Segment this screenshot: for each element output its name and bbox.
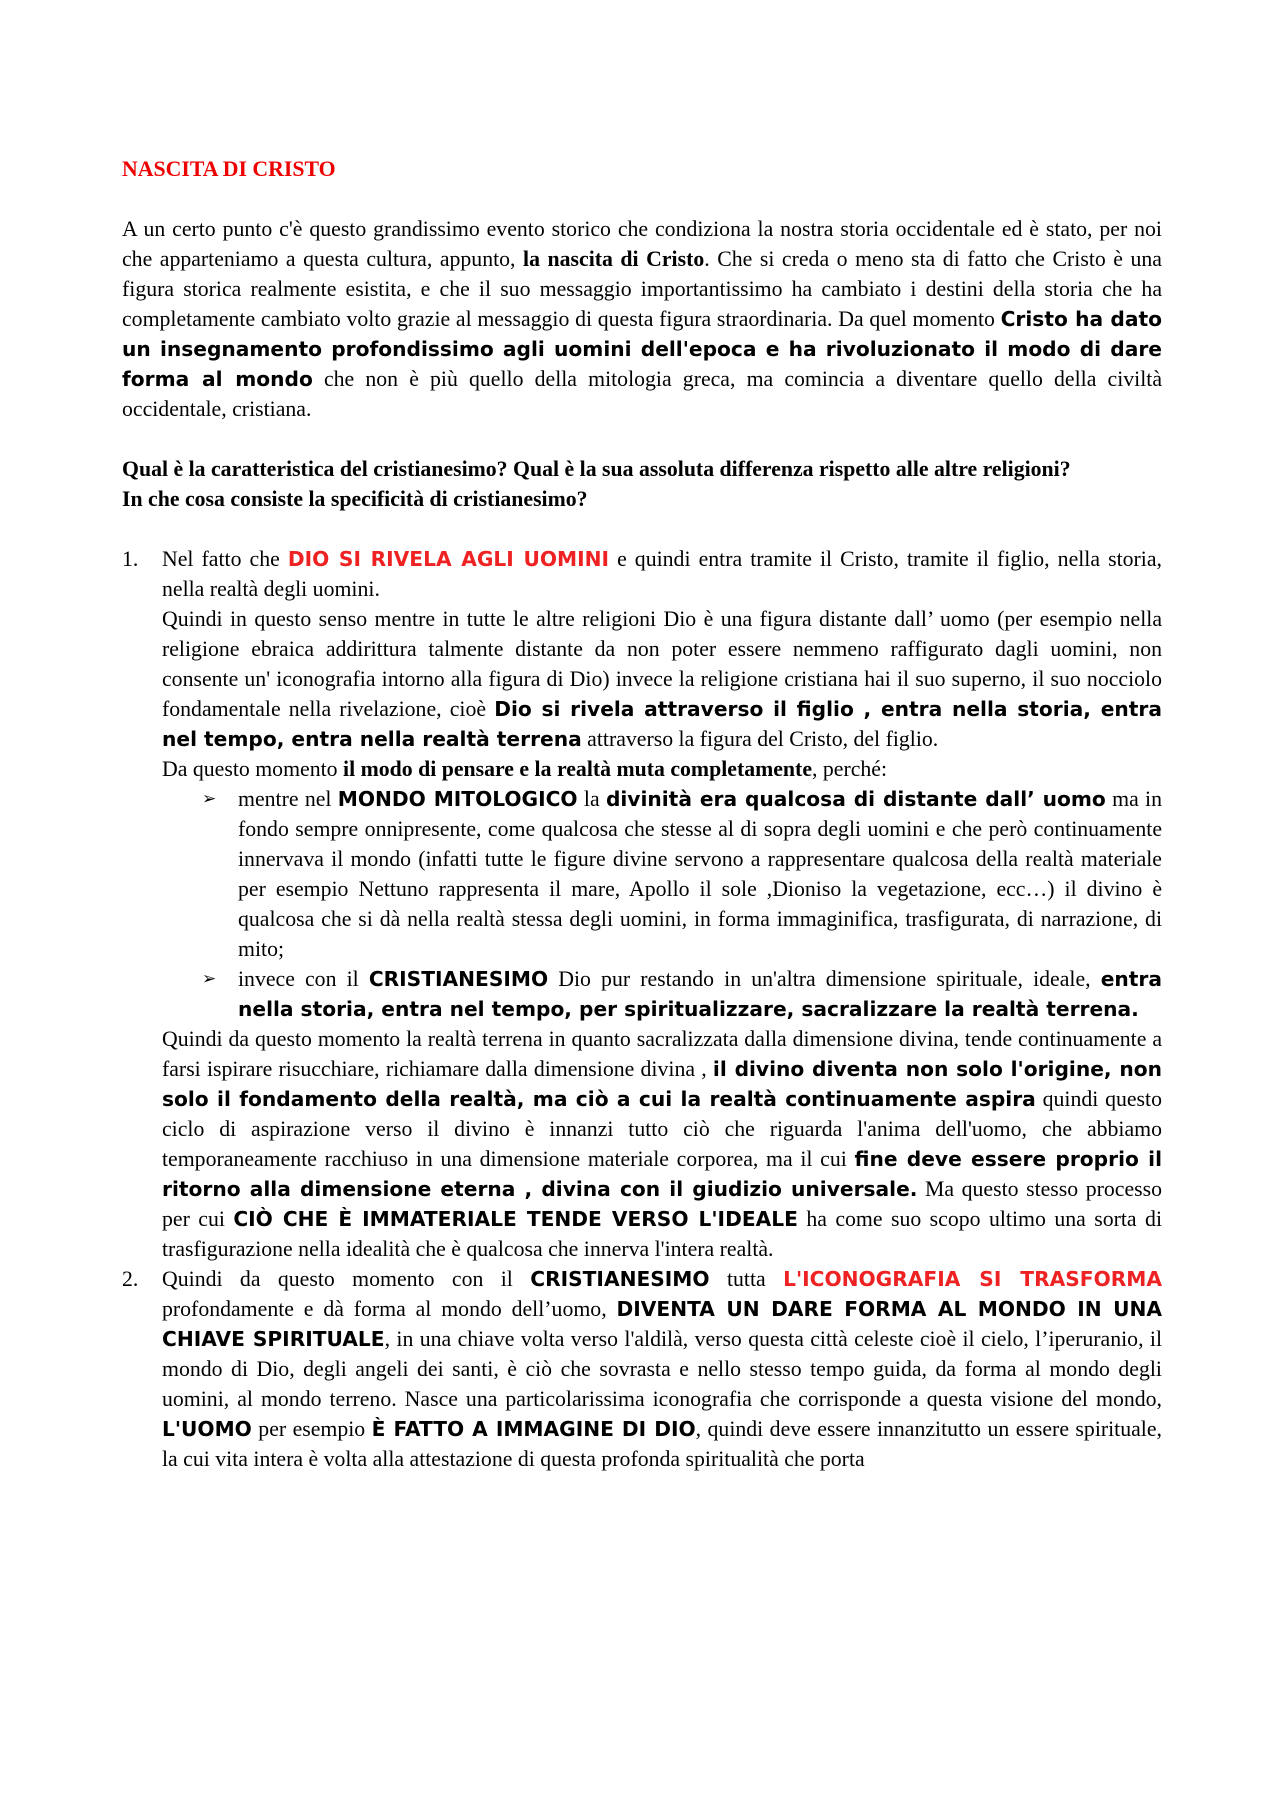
item1-p4-text-4: ha come suo scopo ultimo una sorta di trasfigurazione nella idealità che è qualcosa che innerva l'intera realtà. <box>162 1207 1162 1261</box>
item1-text-2: e quindi entra tramite il Cristo, tramite il figlio, nella storia, nella realtà degli uomini. <box>162 547 1162 601</box>
item1-bold-1: Dio si rivela attraverso il figlio , entra nella storia, entra nel tempo, entra nella realtà terrena <box>162 697 1162 751</box>
page-title: NASCITA DI CRISTO <box>122 157 336 181</box>
item1-text-4: attraverso la figura del Cristo, del figlio. <box>581 727 939 751</box>
list-number-2: 2. <box>122 1267 139 1291</box>
question-block <box>122 454 1162 514</box>
item2-bold-3: È FATTO A IMMAGINE DI DIO <box>371 1417 696 1441</box>
bullet-2-text-2: Dio pur restando in un'altra dimensione spirituale, ideale, <box>548 967 1101 991</box>
intro-bold-1: la nascita di Cristo <box>523 247 705 271</box>
item1-paragraph-2 <box>162 604 1162 754</box>
item1-highlight-red: DIO SI RIVELA AGLI UOMINI <box>287 547 609 571</box>
item2-text-1: Quindi da questo momento con il <box>162 1267 531 1291</box>
item2-text-4: , in una chiave volta verso l'aldilà, verso questa città celeste cioè il cielo, l’iperuranio, il mondo di Dio, degli angeli dei santi, è ciò che sovrasta e nello stesso tempo guida, da forma al mondo degli uomini, al mondo terreno. Nasce una particolarissima iconografia che corrisponde a questa visione del mondo, <box>162 1327 1163 1411</box>
item1-p4-bold-1: il divino diventa non solo l'origine, non solo il fondamento della realtà, ma ciò a cui la realtà continuamente aspira <box>162 1057 1162 1111</box>
intro-bold-2: Cristo ha dato un insegnamento profondissimo agli uomini dell'epoca e ha rivoluzionato il modo di dare forma al mondo <box>122 307 1162 391</box>
item2-keyword: CRISTIANESIMO <box>530 1267 710 1291</box>
document-body <box>122 154 1162 1474</box>
arrow-bullet-icon: ➢ <box>202 789 217 809</box>
intro-text-3: che non è più quello della mitologia greca, ma comincia a diventare quello della civiltà occidentale, cristiana. <box>122 367 1162 421</box>
item2-text-5: per esempio <box>251 1417 372 1441</box>
intro-text-1: A un certo punto c'è questo grandissimo evento storico che condiziona la nostra storia occidentale ed è stato, per noi che apparteniamo a questa cultura, appunto, <box>122 217 1162 271</box>
item1-p4-bold-3: CIÒ CHE È IMMATERIALE TENDE VERSO L'IDEALE <box>233 1207 798 1231</box>
item2-text-2: tutta <box>709 1267 784 1291</box>
bullet-1-keyword: MONDO MITOLOGICO <box>337 787 578 811</box>
list-number-1: 1. <box>122 547 139 571</box>
item1-bold-2: il modo di pensare e la realtà muta completamente <box>343 757 812 781</box>
bullet-1-text-2: la <box>577 787 606 811</box>
item2-text-3: profondamente e dà forma al mondo dell’uomo, <box>162 1297 617 1321</box>
arrow-bullet-icon: ➢ <box>202 969 217 989</box>
numbered-list <box>122 544 1162 1474</box>
item1-paragraph-1 <box>162 544 1162 604</box>
question-2: In che cosa consiste la specificità di cristianesimo? <box>122 487 588 511</box>
intro-paragraph <box>122 214 1162 424</box>
arrow-bullet-list <box>162 784 1162 1024</box>
bullet-1-text <box>238 784 1162 964</box>
bullet-2-bold: entra nella storia, entra nel tempo, per spiritualizzare, sacralizzare la realtà terrena. <box>238 967 1162 1021</box>
item2-bold-2: L'UOMO <box>162 1417 252 1441</box>
bullet-2-text <box>238 964 1162 1024</box>
bullet-1-text-3: ma in fondo sempre onnipresente, come qualcosa che stesse al di sopra degli uomini e che però continuamente innervava il mondo (infatti tutte le figure divine servono a rappresentare qualcosa della realtà materiale per esempio Nettuno rappresenta il mare, Apollo il sole ,Dioniso la vegetazione, ecc…) il divino è qualcosa che si dà nella realtà stessa degli uomini, in forma immaginifica, trasfigurata, di narrazione, di mito; <box>238 787 1162 961</box>
item2-highlight-red: L'ICONOGRAFIA SI TRASFORMA <box>783 1267 1162 1291</box>
item2-paragraph <box>162 1264 1162 1474</box>
question-1: Qual è la caratteristica del cristianesimo? Qual è la sua assoluta differenza rispetto alle altre religioni? <box>122 457 1071 481</box>
item1-p4-bold-2: fine deve essere proprio il ritorno alla dimensione eterna , divina con il giudizio universale. <box>162 1147 1162 1201</box>
item1-text-5: Da questo momento <box>162 757 344 781</box>
intro-text-2: . Che si creda o meno sta di fatto che Cristo è una figura storica realmente esistita, e che il suo messaggio importantissimo ha cambiato i destini della storia che ha completamente cambiato volto grazie al messaggio di questa figura straordinaria. Da quel momento <box>122 247 1162 331</box>
item1-paragraph-4 <box>162 1024 1162 1264</box>
bullet-1-text-1: mentre nel <box>238 787 338 811</box>
bullet-2-keyword: CRISTIANESIMO <box>368 967 549 991</box>
bullet-1-bold: divinità era qualcosa di distante dall’ uomo <box>605 787 1106 811</box>
item2-bold-1: DIVENTA UN DARE FORMA AL MONDO IN UNA CHIAVE SPIRITUALE <box>162 1297 1163 1351</box>
arrow-bullet-item <box>202 964 1162 1024</box>
arrow-bullet-item <box>202 784 1162 964</box>
list-item-1 <box>122 544 1162 1264</box>
item2-text-6: , quindi deve essere innanzitutto un essere spirituale, la cui vita intera è volta alla attestazione di questa profonda spiritualità che porta <box>162 1417 1162 1471</box>
item1-text-3: Quindi in questo senso mentre in tutte le altre religioni Dio è una figura distante dall’ uomo (per esempio nella religione ebraica addirittura talmente distante da non poter essere nemmeno raffigurato dagli uomini, non consente un' iconografia intorno alla figura di Dio) invece la religione cristiana hai il suo superno, il suo nocciolo fondamentale nella rivelazione, cioè <box>162 607 1162 721</box>
item1-paragraph-3 <box>162 754 1162 784</box>
item1-text-1: Nel fatto che <box>162 547 288 571</box>
item1-text-6: , perché: <box>812 757 888 781</box>
item1-p4-text-1: Quindi da questo momento la realtà terrena in quanto sacralizzata dalla dimensione divina, tende continuamente a farsi ispirare risucchiare, richiamare dalla dimensione divina , <box>162 1027 1162 1081</box>
bullet-2-text-1: invece con il <box>238 967 369 991</box>
item1-p4-text-2: quindi questo ciclo di aspirazione verso il divino è innanzi tutto ciò che riguarda l'anima dell'uomo, che abbiamo temporaneamente racchiuso in una dimensione materiale corporea, ma il cui <box>162 1087 1162 1171</box>
item1-p4-text-3: Ma questo stesso processo per cui <box>162 1177 1163 1231</box>
list-item-2 <box>122 1264 1162 1474</box>
